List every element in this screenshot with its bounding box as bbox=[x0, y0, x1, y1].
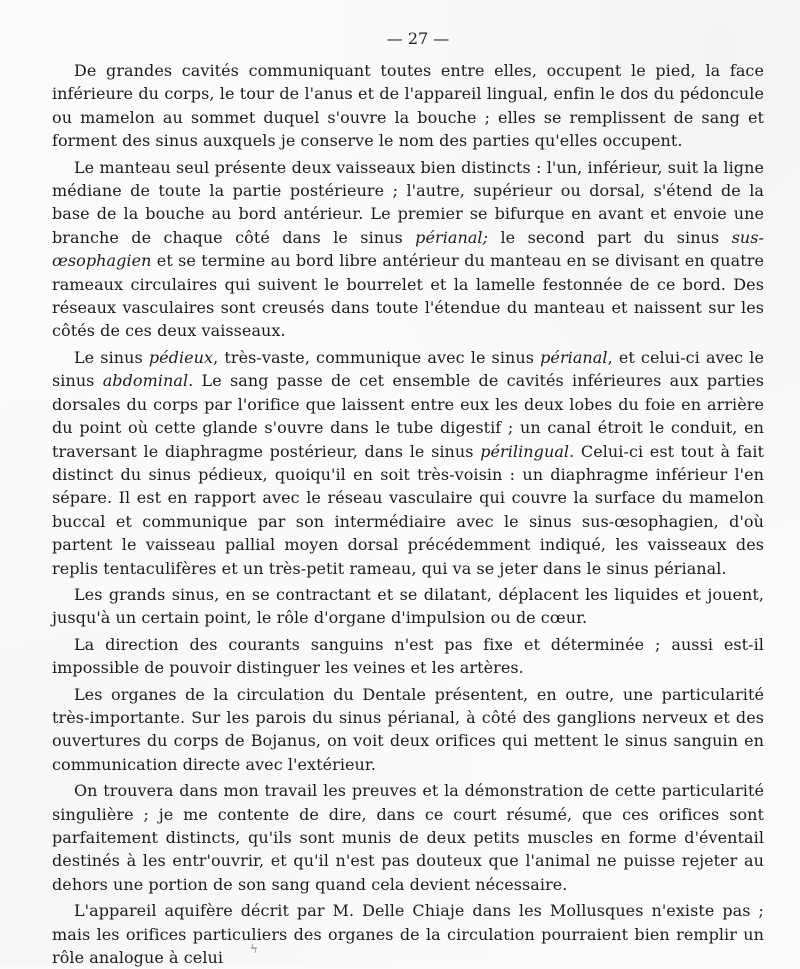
paragraph-text: . Celui-ci est tout à fait distinct du sinus pédieux, quoiqu'il en soit très-voisin : un diaphragme inférieur l'en sépare. Il est en rapport avec le réseau vasculaire qui couvre la surface du mamelon buccal et communique par son intermédiaire avec le sinus sus-œsophagien, d'où partent le vaisseau pallial moyen dorsal précédemment indiqué, les vaisseaux des replis tentaculifères et un très-petit rameau, qui va se jeter dans le sinus périanal. bbox=[52, 441, 764, 578]
italic-term: abdominal bbox=[102, 371, 189, 391]
paragraph-text: L'appareil aquifère décrit par M. Delle Chiaje dans les Mollusques n'existe pas ; mais les orifices particuliers des organes de la circulation pourraient bien remplir un rôle analogue à celui bbox=[52, 901, 764, 968]
italic-term: pédieux bbox=[148, 347, 214, 367]
paragraph-text: , et celui-ci avec le sinus bbox=[52, 347, 764, 391]
paragraph-text: La direction des courants sanguins n'est pas fixe et déterminée ; aussi est-il impossible de pouvoir distinguer les veines et les artères. bbox=[52, 634, 764, 678]
paragraph-text: Les organes de la circulation du Dentale présentent, en outre, une particularité très-importante. Sur les parois du sinus périanal, à côté des ganglions nerveux et des ouvertures du corps de Bojanus, on voit deux orifices qui mettent le sinus sanguin en communication directe avec l'extérieur. bbox=[52, 684, 764, 774]
paragraph-text: Le sinus bbox=[74, 347, 149, 367]
paragraph bbox=[52, 899, 764, 969]
text-body bbox=[52, 59, 764, 969]
paragraph bbox=[52, 583, 764, 630]
paragraph-text: le second part du sinus bbox=[488, 227, 732, 247]
page-number: — 27 — bbox=[386, 29, 450, 48]
italic-term: sus-œsophagien bbox=[52, 227, 764, 271]
paragraph-text: et se termine au bord libre antérieur du manteau en se divisant en quatre rameaux circulaires qui suivent le bourrelet et la lamelle festonnée de ce bord. Des réseaux vasculaires sont creusés dans toute l'étendue du manteau et naissent sur les côtés de ces deux vaisseaux. bbox=[52, 251, 764, 341]
paragraph-text: , très-vaste, communique avec le sinus bbox=[213, 347, 541, 367]
paragraph bbox=[52, 156, 764, 343]
paragraph-text: . Le sang passe de cet ensemble de cavités inférieures aux parties dorsales du corps par l'orifice que laissent entre eux les deux lobes du foie en arrière du point où cette glande s'ouvre dans le tube digestif ; un canal étroit le conduit, en traversant le diaphragme postérieur, dans le sinus bbox=[52, 371, 764, 461]
italic-term: périanal; bbox=[415, 227, 489, 247]
italic-term: périanal bbox=[540, 347, 608, 367]
paragraph-text: On trouvera dans mon travail les preuves et la démonstration de cette particularité singulière ; je me contente de dire, dans ce court résumé, que ces orifices sont parfaitement distincts, qu'ils sont munis de deux petits muscles en forme d'éventail destinés à les entr'ouvrir, et qu'il n'est pas douteux que l'animal ne puisse rejeter au dehors une portion de son sang quand cela devient nécessaire. bbox=[52, 781, 764, 894]
paragraph bbox=[52, 633, 764, 680]
paragraph-text: Les grands sinus, en se contractant et se dilatant, déplacent les liquides et jouent, jusqu'à un certain point, le rôle d'organe d'impulsion ou de cœur. bbox=[52, 584, 764, 628]
paragraph bbox=[52, 59, 764, 153]
paragraph bbox=[52, 683, 764, 777]
paragraph-text: De grandes cavités communiquant toutes entre elles, occupent le pied, la face inférieure du corps, le tour de l'anus et de l'appareil lingual, enfin le dos du pédoncule ou mamelon au sommet duquel s'ouvre la bouche ; elles se remplissent de sang et forment des sinus auxquels je conserve le nom des parties qu'elles occupent. bbox=[52, 61, 764, 151]
paragraph bbox=[52, 779, 764, 896]
page-mark: ϟ bbox=[250, 942, 258, 956]
italic-term: périlingual bbox=[480, 441, 570, 461]
paragraph-text: Le manteau seul présente deux vaisseaux bien distincts : l'un, inférieur, suit la ligne médiane de toute la partie postérieure ; l'autre, supérieur ou dorsal, s'étend de la base de la bouche au bord antérieur. Le premier se bifurque en avant et envoie une branche de chaque côté dans le sinus bbox=[52, 157, 764, 247]
paragraph bbox=[52, 346, 764, 580]
